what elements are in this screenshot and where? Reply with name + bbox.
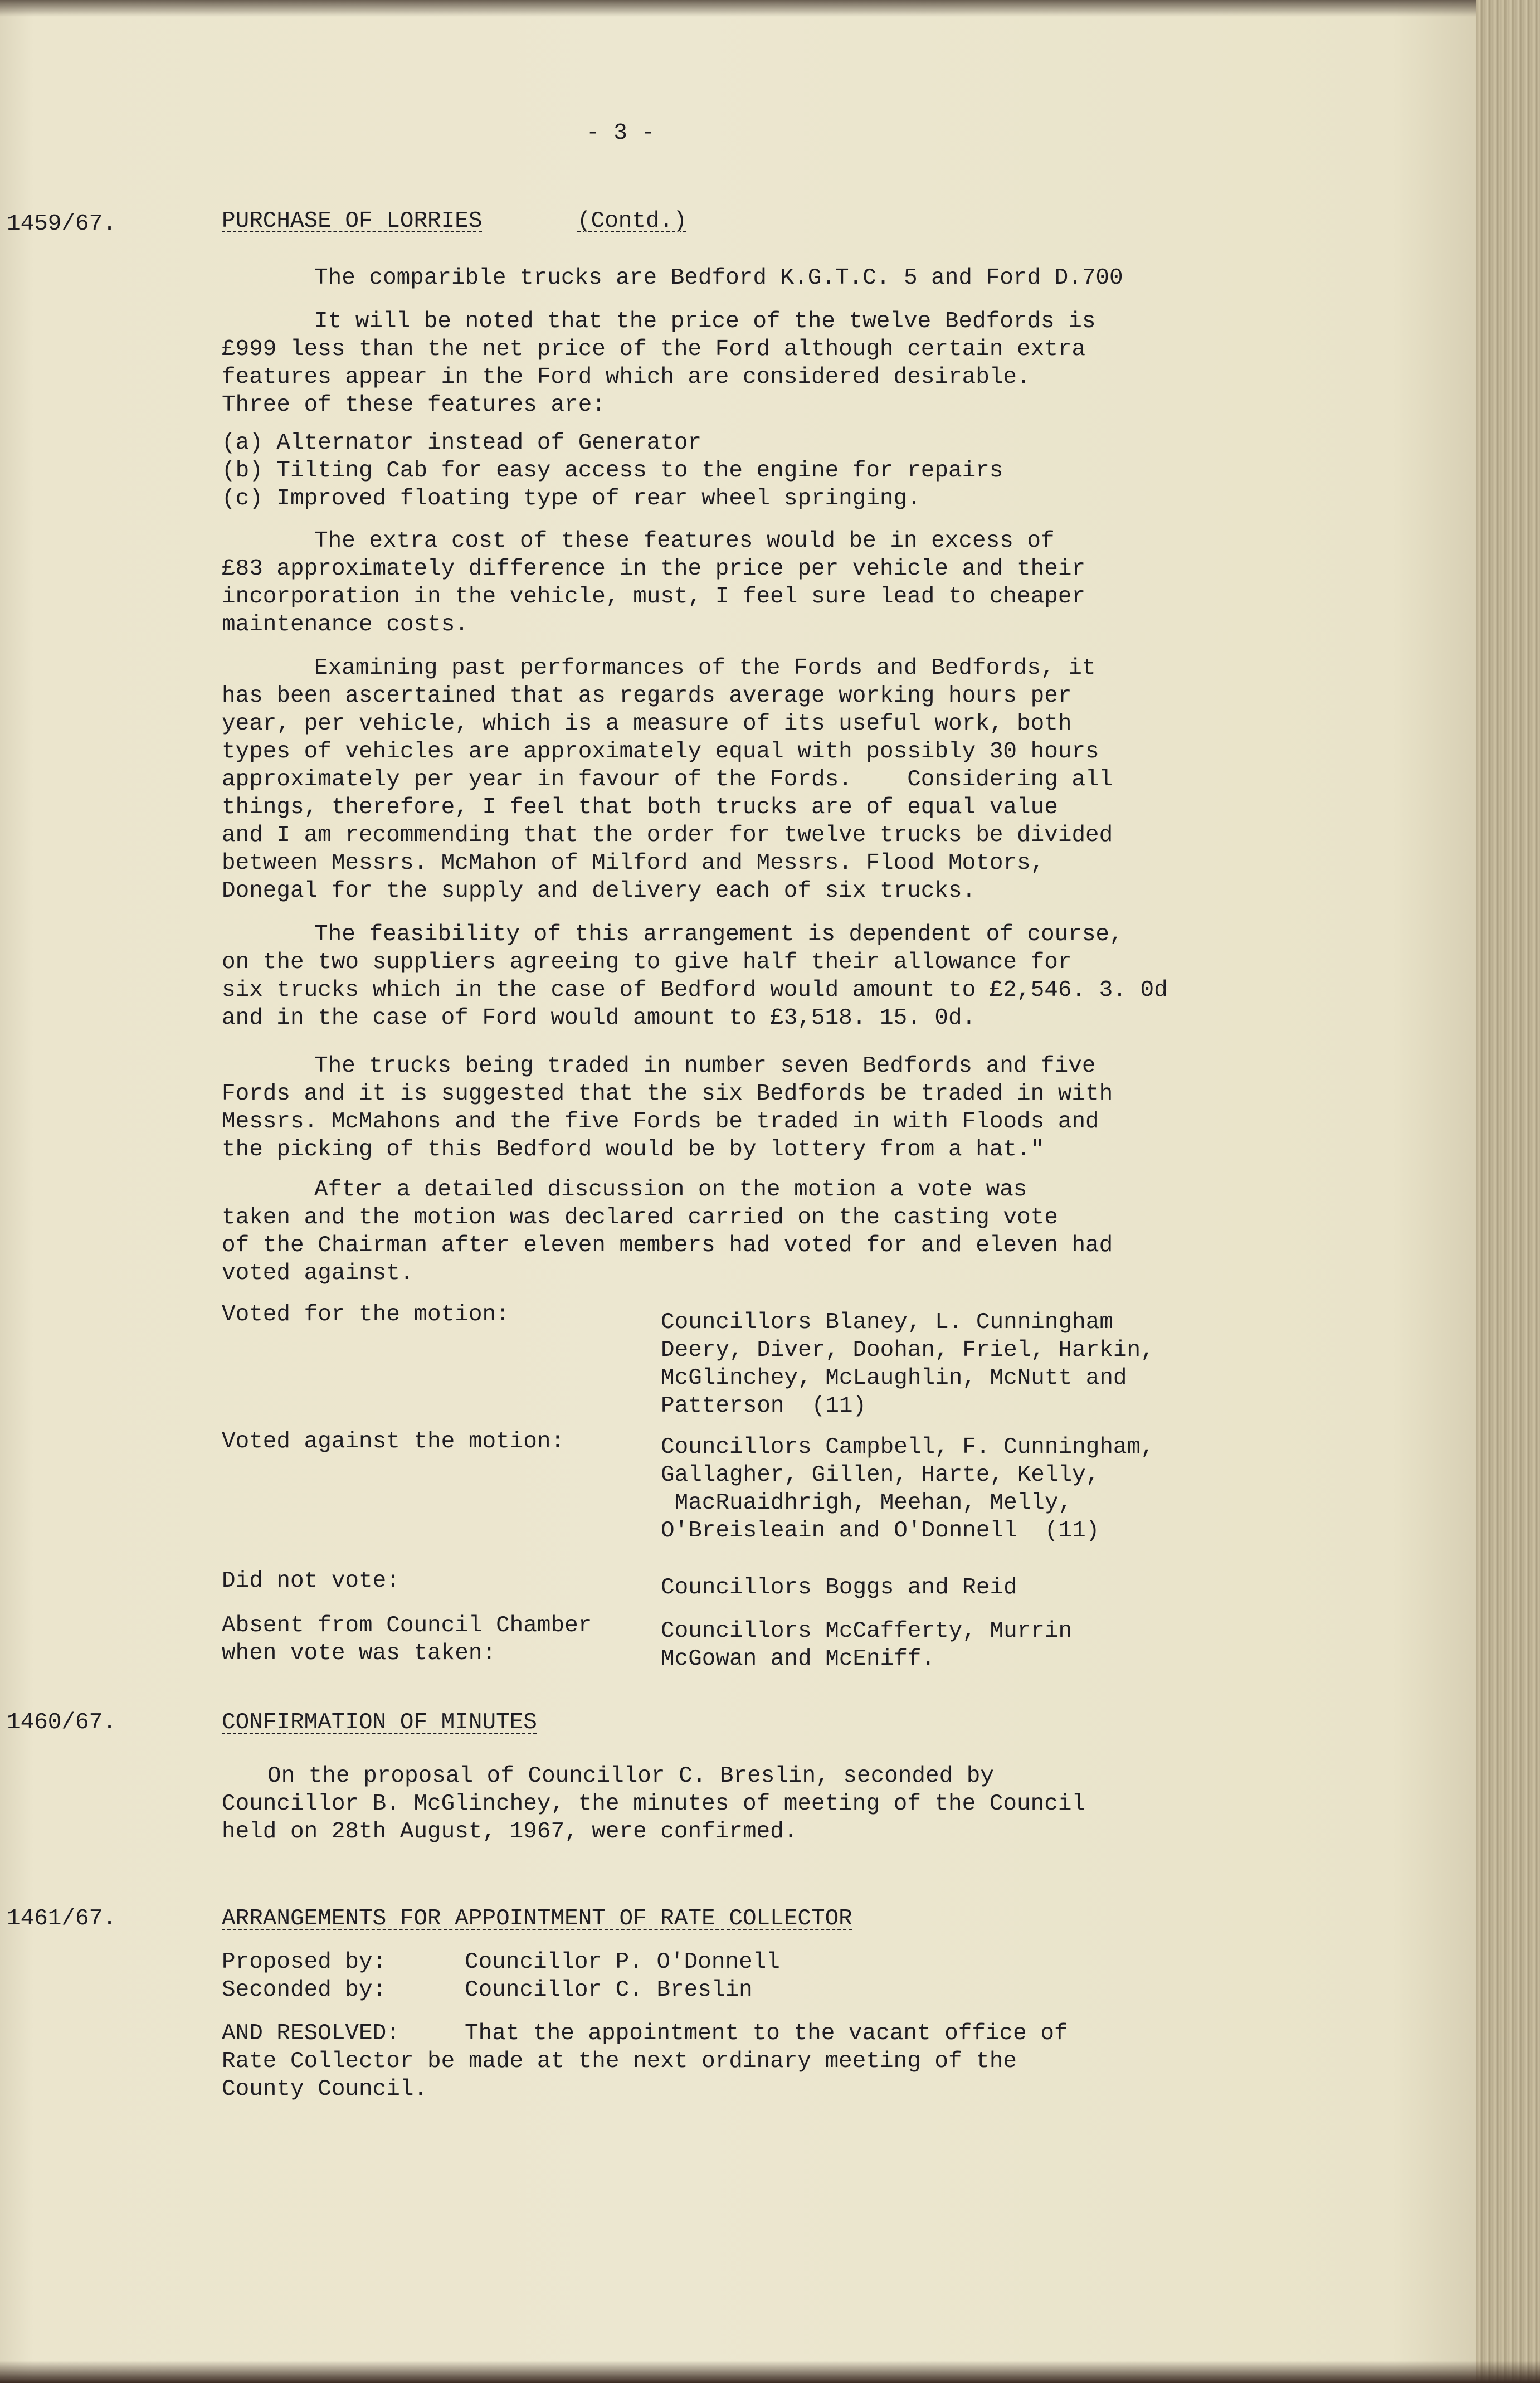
heading-contd: (Contd.): [577, 208, 687, 234]
section-ref-1459: 1459/67.: [7, 211, 116, 237]
paragraph: After a detailed discussion on the motion a vote was taken and the motion was declared carried on the casting vote of the Chairman after eleven members had voted for and eleven had voted against.: [222, 1177, 1113, 1286]
feature-item: (c) Improved floating type of rear wheel springing.: [222, 486, 921, 512]
section-ref-1461: 1461/67.: [7, 1906, 116, 1932]
paragraph: It will be noted that the price of the twelve Bedfords is £999 less than the net price of the Ford although certain extra features appear in the Ford which are considered desirable. Three of these features are:: [222, 309, 1096, 418]
proposed-value: Councillor P. O'Donnell: [465, 1949, 780, 1975]
feature-item: (b) Tilting Cab for easy access to the engine for repairs: [222, 458, 1003, 484]
proposed-label: Proposed by:: [222, 1949, 387, 1975]
paragraph: On the proposal of Councillor C. Breslin, seconded by Councillor B. McGlinchey, the minutes of meeting of the Council held on 28th August, 1967, were confirmed.: [222, 1763, 1086, 1845]
vote-value: Councillors Blaney, L. Cunningham Deery, Diver, Doohan, Friel, Harkin, McGlinchey, McLaughlin, McNutt and Patterson (11): [661, 1310, 1154, 1419]
vote-value: Councillors McCafferty, Murrin McGowan and McEniff.: [661, 1618, 1073, 1672]
vote-label: Voted against the motion:: [222, 1429, 565, 1455]
paragraph: The trucks being traded in number seven Bedfords and five Fords and it is suggested that the six Bedfords be traded in with Messrs. McMahons and the five Fords be traded in with Floods and the picking of this Bedford would be by lottery from a hat.": [222, 1053, 1113, 1163]
vote-label: Voted for the motion:: [222, 1302, 510, 1327]
paragraph: The comparible trucks are Bedford K.G.T.C. 5 and Ford D.700: [314, 265, 1123, 291]
resolved-text: That the appointment to the vacant office of Rate Collector be made at the next ordinary meeting of the County Council.: [222, 2021, 1068, 2102]
heading-rate-collector: ARRANGEMENTS FOR APPOINTMENT OF RATE COLLECTOR: [222, 1906, 852, 1932]
resolved-label: AND RESOLVED:: [222, 2021, 400, 2046]
book-fore-edge: [1476, 0, 1540, 2383]
paragraph: The feasibility of this arrangement is dependent of course, on the two suppliers agreeing to give half their allowance for six trucks which in the case of Bedford would amount to £2,546. 3. 0d and in the case of Ford would amount to £3,518. 15. 0d.: [222, 922, 1168, 1031]
section-ref-1460: 1460/67.: [7, 1710, 116, 1735]
paragraph: Examining past performances of the Fords and Bedfords, it has been ascertained that as regards average working hours per year, per vehicle, which is a measure of its useful work, both types of vehicles are approximately equal with possibly 30 hours approximately per year in favour of the Fords. Considering all things, therefore, I feel that both trucks are of equal value and I am recommending that the order for twelve trucks be divided between Messrs. McMahon of Milford and Messrs. Flood Motors, Donegal for the supply and delivery each of six trucks.: [222, 655, 1113, 904]
feature-item: (a) Alternator instead of Generator: [222, 430, 702, 456]
vote-value: Councillors Boggs and Reid: [661, 1575, 1017, 1601]
heading-confirmation-of-minutes: CONFIRMATION OF MINUTES: [222, 1710, 537, 1735]
bottom-edge: [0, 2361, 1540, 2383]
paragraph: The extra cost of these features would be in excess of £83 approximately difference in the price per vehicle and their incorporation in the vehicle, must, I feel sure lead to cheaper maintenance costs.: [222, 528, 1086, 638]
seconded-value: Councillor C. Breslin: [465, 1977, 753, 2003]
top-shadow: [0, 0, 1476, 17]
vote-label: Did not vote:: [222, 1568, 400, 1594]
heading-purchase-of-lorries: PURCHASE OF LORRIES: [222, 208, 483, 234]
vote-label: Absent from Council Chamber when vote was taken:: [222, 1613, 592, 1666]
vote-value: Councillors Campbell, F. Cunningham, Gallagher, Gillen, Harte, Kelly, MacRuaidhrigh, Meehan, Melly, O'Breisleain and O'Donnell (11): [661, 1434, 1154, 1544]
page-number: - 3 -: [586, 120, 655, 146]
seconded-label: Seconded by:: [222, 1977, 387, 2003]
